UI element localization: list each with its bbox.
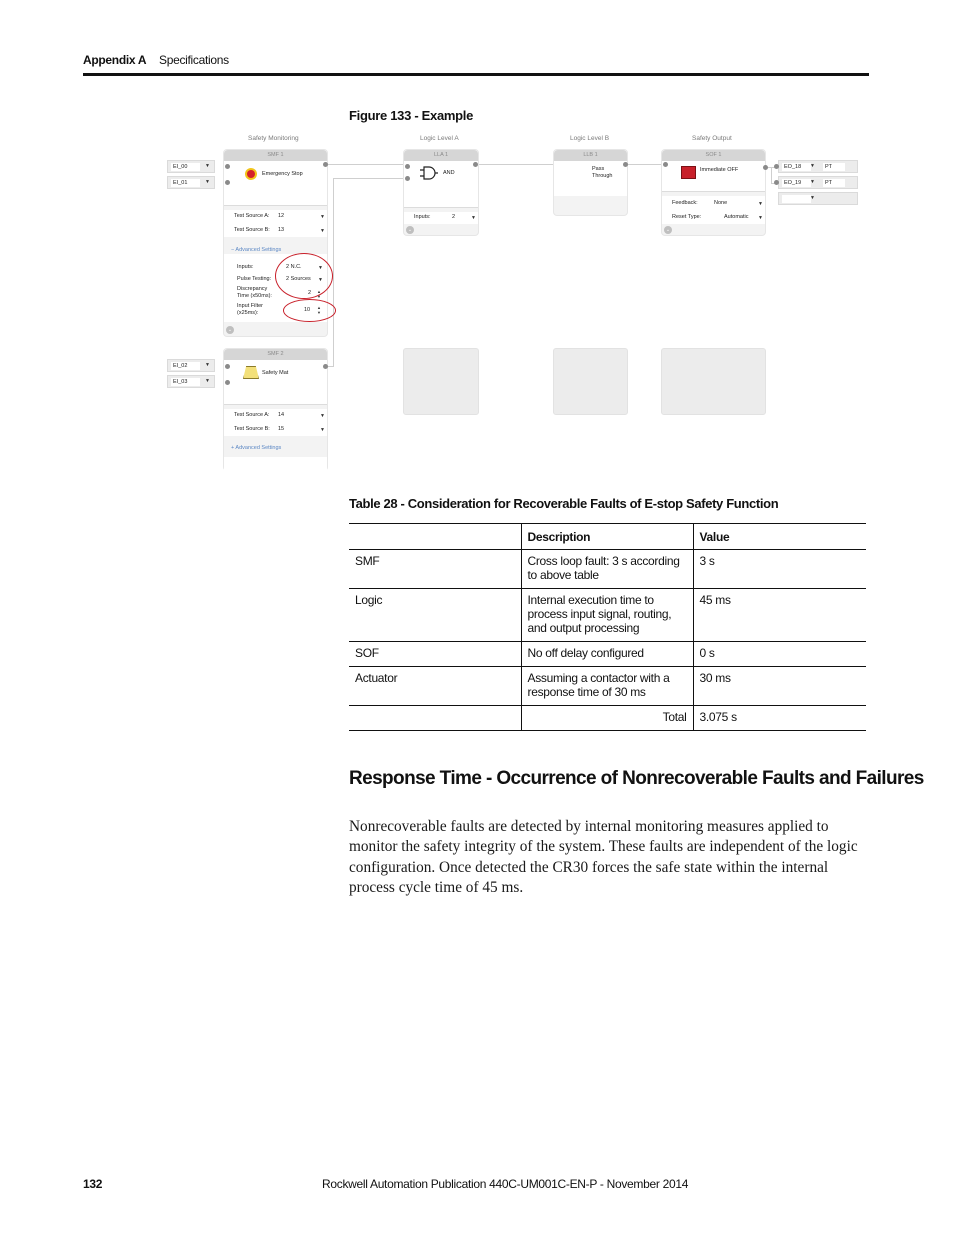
sof1-title: Immediate OFF xyxy=(700,167,739,173)
table-row xyxy=(349,667,866,706)
smf2-test-a-value[interactable]: 14 xyxy=(278,412,285,418)
chevron-down-icon[interactable]: ▼ xyxy=(320,228,325,234)
lla1-title: AND xyxy=(443,170,455,176)
link-lla1-llb1 xyxy=(478,164,554,165)
empty-logic-b-slot[interactable] xyxy=(553,348,628,415)
table-cell: Internal execution time to process input signal, routing, and output processing xyxy=(521,589,693,642)
expand-icon[interactable]: ⌄ xyxy=(227,327,233,333)
smf2-input-dot-1[interactable] xyxy=(225,364,230,369)
chevron-down-icon: ▼ xyxy=(205,179,210,185)
table-total-row xyxy=(349,706,866,731)
smf2-advanced-settings[interactable]: + Advanced Settings xyxy=(231,445,282,451)
smf1-filter-label-1: Input Filter xyxy=(237,303,263,309)
page-number: 132 xyxy=(83,1177,103,1191)
link-sof1-vertical xyxy=(771,167,772,183)
chevron-down-icon[interactable]: ▼ xyxy=(320,427,325,433)
llb1-title-line2: Through xyxy=(592,173,613,179)
link-llb1-sof1 xyxy=(627,164,661,165)
smf1-filter-label-2: (x25ms): xyxy=(237,310,259,316)
chevron-down-icon: ▼ xyxy=(810,179,815,185)
table-header-cell xyxy=(349,524,521,550)
llb1-block[interactable] xyxy=(553,149,628,216)
lla1-inputs-label: Inputs: xyxy=(414,214,431,220)
table-header-cell: Value xyxy=(693,524,866,550)
output-eo18[interactable]: EO_18 ▼ PT xyxy=(778,160,858,173)
smf1-filter-value[interactable]: 10 xyxy=(304,307,311,313)
smf1-discrepancy-value[interactable]: 2 xyxy=(308,290,312,296)
chevron-down-icon: ▼ xyxy=(205,163,210,169)
chevron-down-icon[interactable]: ▼ xyxy=(320,413,325,419)
table-cell: Cross loop fault: 3 s according to above table xyxy=(521,550,693,589)
empty-logic-a-slot[interactable] xyxy=(403,348,479,415)
spinner-icon[interactable]: ▲ ▼ xyxy=(317,305,321,315)
table-cell: SMF xyxy=(349,550,521,589)
highlight-circle-filter xyxy=(283,299,336,322)
smf1-test-b-value[interactable]: 13 xyxy=(278,227,285,233)
chevron-down-icon[interactable]: ▼ xyxy=(318,265,323,271)
spinner-icon[interactable]: ▲ ▼ xyxy=(317,289,321,299)
llb1-output-dot[interactable] xyxy=(623,162,628,167)
lla1-block[interactable] xyxy=(403,149,479,236)
input-ei00[interactable]: EI_00 ▼ xyxy=(167,160,215,173)
output-dot-eo18[interactable] xyxy=(774,164,779,169)
chevron-down-icon[interactable]: ▼ xyxy=(758,215,763,221)
smf1-discrepancy-label-1: Discrepancy xyxy=(237,286,268,292)
output-empty-slot[interactable] xyxy=(778,192,858,205)
smf2-test-b-label: Test Source B: xyxy=(234,426,270,432)
sof1-reset-label: Reset Type: xyxy=(672,214,702,220)
smf1-test-a-label: Test Source A: xyxy=(234,213,270,219)
lla1-head: LLA 1 xyxy=(404,150,478,161)
sof1-output-dot[interactable] xyxy=(763,165,768,170)
header-section: Appendix A xyxy=(83,53,147,67)
link-smf1-lla1 xyxy=(327,164,403,165)
input-ei01[interactable]: EI_01 ▼ xyxy=(167,176,215,189)
table-cell: 30 ms xyxy=(693,667,866,706)
lla1-input-dot-2[interactable] xyxy=(405,176,410,181)
smf2-output-dot[interactable] xyxy=(323,364,328,369)
chevron-down-icon: ▼ xyxy=(205,362,210,368)
table-row xyxy=(349,550,866,589)
smf1-inputs-label: Inputs: xyxy=(237,264,254,270)
sof1-input-dot[interactable] xyxy=(663,162,668,167)
table-cell: 0 s xyxy=(693,642,866,667)
smf2-head: SMF 2 xyxy=(224,349,327,360)
column-label-logic-level-b: Logic Level B xyxy=(570,135,610,142)
llb1-head: LLB 1 xyxy=(554,150,627,161)
llb1-title-line1: Pass xyxy=(592,166,605,172)
smf2-title: Safety Mat xyxy=(262,370,289,376)
smf2-test-a-label: Test Source A: xyxy=(234,412,270,418)
smf1-output-dot[interactable] xyxy=(323,162,328,167)
table-row xyxy=(349,642,866,667)
output-eo19[interactable]: EO_19 ▼ PT xyxy=(778,176,858,189)
table-cell: 3 s xyxy=(693,550,866,589)
table-caption: Table 28 - Consideration for Recoverable Faults of E-stop Safety Function xyxy=(349,496,779,511)
lla1-input-dot-1[interactable] xyxy=(405,164,410,169)
and-gate-icon xyxy=(420,166,438,180)
empty-output-slot[interactable] xyxy=(661,348,766,415)
sof1-reset-value[interactable]: Automatic xyxy=(724,214,749,220)
table-cell: 45 ms xyxy=(693,589,866,642)
smf1-test-b-label: Test Source B: xyxy=(234,227,270,233)
figure-caption: Figure 133 - Example xyxy=(349,108,474,123)
column-label-safety-monitoring: Safety Monitoring xyxy=(248,135,299,142)
smf2-block[interactable] xyxy=(223,348,328,471)
column-label-safety-output: Safety Output xyxy=(692,135,732,142)
section-heading: Response Time - Occurrence of Nonrecoverable Faults and Failures xyxy=(349,768,924,789)
smf2-test-b-value[interactable]: 15 xyxy=(278,426,285,432)
smf1-test-a-value[interactable]: 12 xyxy=(278,213,285,219)
chevron-down-icon[interactable]: ▼ xyxy=(320,214,325,220)
table-cell: Assuming a contactor with a response time of 30 ms xyxy=(521,667,693,706)
link-smf2-out xyxy=(327,366,334,367)
section-body: Nonrecoverable faults are detected by internal monitoring measures applied to monitor the safety integrity of the system. These faults are independent of the logic configuration. Once detected the CR30 forces the safe state within the internal process cycle time of 45 ms. xyxy=(349,818,858,896)
chevron-down-icon: ▼ xyxy=(810,163,815,169)
smf1-title: Emergency Stop xyxy=(262,171,303,177)
lla1-inputs-value[interactable]: 2 xyxy=(452,214,456,220)
table-cell: No off delay configured xyxy=(521,642,693,667)
table-header-cell: Description xyxy=(521,524,693,550)
input-ei03[interactable]: EI_03 ▼ xyxy=(167,375,215,388)
safety-configuration-diagram xyxy=(165,130,865,475)
smf1-head: SMF 1 xyxy=(224,150,327,161)
smf1-inputs-value[interactable]: 2 N.C. xyxy=(286,264,302,270)
sof1-block[interactable] xyxy=(661,149,766,236)
publication-info: Rockwell Automation Publication 440C-UM001C-EN-P - November 2014 xyxy=(322,1177,689,1191)
sof1-feedback-label: Feedback: xyxy=(672,200,698,206)
table-cell xyxy=(349,706,521,731)
expand-icon[interactable]: ⌄ xyxy=(665,227,671,233)
highlight-circle-inputs xyxy=(275,253,333,299)
input-ei02[interactable]: EI_02 ▼ xyxy=(167,359,215,372)
header-rule xyxy=(83,73,869,76)
sof1-feedback-value[interactable]: None xyxy=(714,200,728,206)
header-title: Specifications xyxy=(159,53,229,67)
table-header-row xyxy=(349,524,866,550)
lla1-output-dot[interactable] xyxy=(473,162,478,167)
smf1-pulse-value[interactable]: 2 Sources xyxy=(286,276,311,282)
smf1-advanced-settings[interactable]: − Advanced Settings xyxy=(231,247,282,253)
table-row xyxy=(349,589,866,642)
link-smf2-lla1 xyxy=(333,178,403,179)
table-total-value: 3.075 s xyxy=(693,706,866,731)
table-cell: Actuator xyxy=(349,667,521,706)
output-dot-eo19[interactable] xyxy=(774,180,779,185)
recoverable-faults-table xyxy=(349,523,866,731)
smf1-input-dot-2[interactable] xyxy=(225,180,230,185)
chevron-down-icon: ▼ xyxy=(205,378,210,384)
chevron-down-icon[interactable]: ▼ xyxy=(471,215,476,221)
smf1-pulse-label: Pulse Testing: xyxy=(237,276,272,282)
expand-icon[interactable]: ⌄ xyxy=(407,227,413,233)
table-cell: Logic xyxy=(349,589,521,642)
smf2-input-dot-2[interactable] xyxy=(225,380,230,385)
column-label-logic-level-a: Logic Level A xyxy=(420,135,459,142)
contactor-icon xyxy=(681,166,696,179)
chevron-down-icon[interactable]: ▼ xyxy=(758,201,763,207)
smf1-discrepancy-label-2: Time (x50ms): xyxy=(237,293,272,299)
emergency-stop-icon xyxy=(245,168,257,180)
chevron-down-icon[interactable]: ▼ xyxy=(318,277,323,283)
sof1-head: SOF 1 xyxy=(662,150,765,161)
table-total-label: Total xyxy=(521,706,693,731)
table-cell: SOF xyxy=(349,642,521,667)
link-smf2-vertical xyxy=(333,178,334,366)
chevron-down-icon: ▼ xyxy=(810,195,815,201)
smf1-input-dot-1[interactable] xyxy=(225,164,230,169)
